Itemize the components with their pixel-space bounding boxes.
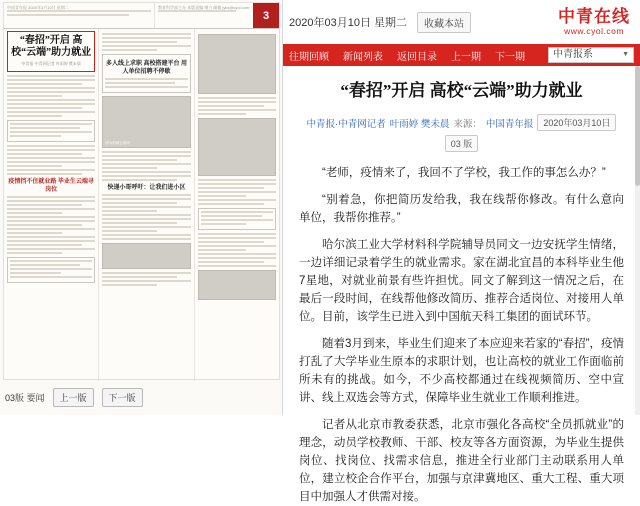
article-authors: 叶雨婷 樊未晨 <box>389 118 450 130</box>
publication-select[interactable] <box>548 47 634 63</box>
newspaper-photo-4 <box>198 118 276 176</box>
column1-sidebar-box <box>7 120 95 142</box>
newspaper-column-1 <box>4 29 99 381</box>
newspaper-headline-box[interactable] <box>7 31 95 72</box>
nav-item-news-list[interactable]: 新闻列表 <box>343 51 383 63</box>
nav-bar <box>283 44 640 66</box>
newspaper-preview-pane[interactable] <box>0 0 283 415</box>
masthead-left <box>4 3 154 28</box>
article-scrollbar[interactable] <box>635 66 640 415</box>
column3-text-block-3 <box>198 233 276 267</box>
site-brand[interactable] <box>558 8 634 36</box>
nav-item-back-to-contents[interactable]: 返回目录 <box>397 51 437 63</box>
newspaper-photo-caption: 图为招聘会现场 <box>105 141 130 145</box>
column1-text-block-3 <box>7 196 95 254</box>
brand-url: www.cyol.com <box>564 26 624 36</box>
newspaper-page-image[interactable] <box>3 2 280 380</box>
top-bar <box>283 0 640 44</box>
masthead-rule <box>7 10 151 12</box>
column1-text-block-2 <box>7 145 95 175</box>
newspaper-headline-byline: 中青报·中青网记者 叶雨婷 樊未晨 <box>21 61 81 66</box>
article-scrollbar-thumb[interactable] <box>635 66 640 186</box>
newspaper-column-2 <box>99 29 194 381</box>
newspaper-column-3 <box>195 29 279 381</box>
article-page-badge: 03 版 <box>445 135 479 152</box>
newspaper-masthead <box>4 3 279 29</box>
article-body <box>283 66 640 506</box>
column2-box <box>102 54 190 93</box>
column2-text-block-2 <box>102 151 190 181</box>
publication-select-value: 中青报系 <box>553 49 593 60</box>
masthead-left-text: 中国青年报 2020年3月10日 星期二 <box>7 5 69 10</box>
brand-logo-text: 中青在线 <box>558 7 630 26</box>
article-paragraph: 随着3月到来，毕业生们迎来了本应迎来若家的“春招”，疫情打乱了大学毕业生原本的求职计划，也让高校的就业工作面临前所未有的挑战。如今，不少高校都通过在线视频简历、空中宣讲、线上双选会等方式，保障毕业生就业工作顺利推进。 <box>299 338 624 404</box>
paper-footer-controls <box>3 382 280 412</box>
column1-subheadline: 疫情挡不住就业路 毕业生云端寻岗位 <box>8 179 94 193</box>
article-paragraph: 哈尔滨工业大学材料科学院辅导员同文一边安抚学生情绪，一边详细记录着学生的就业需求。家在湖北宜昌的本科毕业生他7星地，对就业前景有些许担忧。同文了解到这一情况之后，在最后一段时间，在线帮他修改简历、推荐合适岗位、对接用人单位。目前，该学生已进入到中国航天科工集团的面试环节。 <box>299 239 624 323</box>
article-source-label: 来源： <box>453 118 482 130</box>
nav-item-prev-issue[interactable]: 上一期 <box>451 51 481 63</box>
article-date-badge: 2020年03月10日 <box>537 114 616 131</box>
next-page-button[interactable]: 下一版 <box>102 388 143 407</box>
article-paragraph: 记者从北京市教委获悉，北京市强化各高校“全员抓就业”的理念，动员学校教师、干部、校友等各方面资源，为毕业生提供岗位、找岗位、找需求信息，推进全行业部门主动联系用人单位，建立校企合作平台，加强与京津冀地区、重大工程、重大项目中加强人才供需对接。 <box>299 419 624 503</box>
current-date: 2020年03月10日 星期二 <box>289 17 407 29</box>
column1-text-block <box>7 75 95 117</box>
article-meta <box>299 114 624 152</box>
newspaper-headline: “春招”开启 高校“云端”助力就业 <box>11 35 92 58</box>
column2-subheadline: 快递小哥呼吁：让我们进小区 <box>107 185 186 191</box>
newspaper-photo-5 <box>198 270 276 300</box>
favorite-site-button[interactable]: 收藏本站 <box>417 12 471 33</box>
masthead-mid-text: 教育科学部主办 本版责编 堵力 邮箱 jykx@cyol.com <box>158 5 250 10</box>
column2-box-title: 多人线上求职 高校搭建平台 用人单位招聘不停歇 <box>105 61 187 75</box>
article-paragraph: “老师，疫情来了，我回不了学校，我工作的事怎么办？” <box>322 167 606 179</box>
newspaper-columns <box>4 29 279 381</box>
column1-bottom-box <box>7 257 95 283</box>
column3-box <box>198 208 276 230</box>
masthead-mid <box>154 3 253 28</box>
newspaper-photo-3 <box>198 34 276 94</box>
article-paragraph: “别着急，你把简历发给我，我在线帮你修改。有什么意向单位，我帮你推荐。” <box>299 194 624 224</box>
chevron-down-icon: ▼ <box>622 51 629 58</box>
current-page-label: 03版 要闻 <box>5 392 45 403</box>
column3-text-block-2 <box>198 179 276 205</box>
article-pane <box>283 0 640 503</box>
page-number-badge: 3 <box>253 3 279 28</box>
column2-text-block-3 <box>102 194 190 240</box>
newspaper-photo-1 <box>102 96 190 148</box>
article-author-label: 中青报·中青网记者 <box>306 118 386 130</box>
column2-text-block-4 <box>102 272 190 286</box>
article-paragraphs <box>299 164 624 506</box>
nav-item-archive[interactable]: 往期回顾 <box>289 51 329 63</box>
nav-item-next-issue[interactable]: 下一期 <box>495 51 525 63</box>
masthead-mid-rule <box>158 10 236 12</box>
prev-page-button[interactable]: 上一版 <box>53 388 94 407</box>
column3-text-block <box>198 97 276 115</box>
article-source-value[interactable]: 中国青年报 <box>485 118 534 130</box>
newspaper-photo-2 <box>102 243 190 269</box>
article-title: “春招”开启 高校“云端”助力就业 <box>340 81 583 100</box>
column2-text-block <box>102 33 190 51</box>
masthead-rule-2 <box>7 14 129 16</box>
